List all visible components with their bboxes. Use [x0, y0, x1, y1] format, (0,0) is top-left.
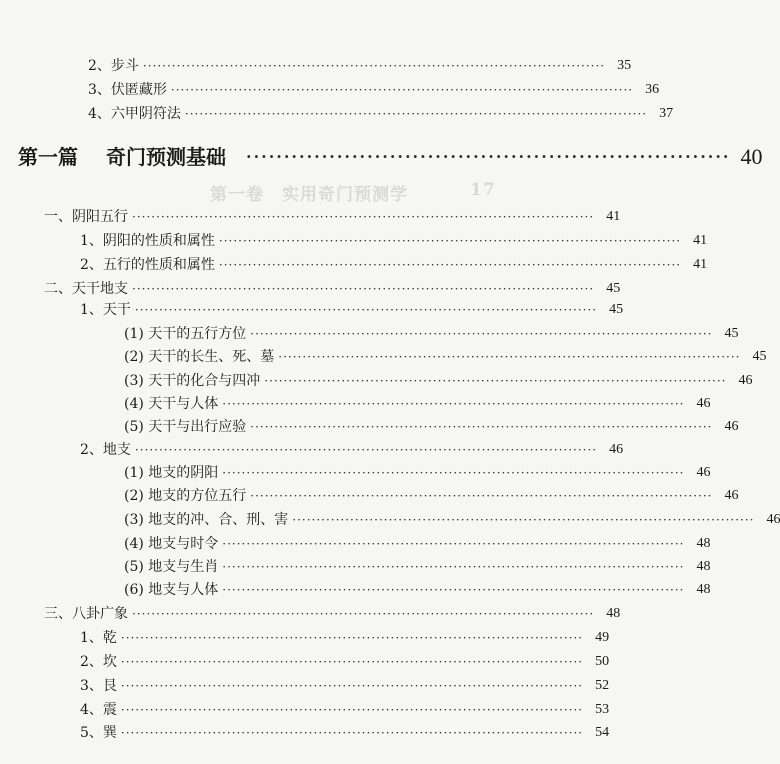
toc-entry[interactable]: [80, 439, 624, 461]
toc-entry-page: 41: [693, 233, 708, 248]
leader-dots: ································································································: [134, 303, 598, 317]
toc-entry-page: 48: [696, 582, 711, 597]
toc-entry-label: 2、地支: [80, 442, 131, 458]
toc-entry[interactable]: [44, 206, 621, 228]
part-number: 第一篇: [18, 145, 78, 169]
leader-dots: ································································································: [120, 631, 584, 645]
leader-dots: ································································································: [250, 420, 713, 434]
toc-entry-page: 46: [609, 442, 624, 457]
toc-entry-page: 41: [693, 257, 708, 272]
toc-entry[interactable]: [124, 416, 739, 438]
toc-entry-page: 37: [659, 106, 674, 121]
part-title: 奇门预测基础: [106, 145, 226, 169]
toc-entry-page: 52: [595, 678, 610, 693]
toc-entry-label: (3) 天干的化合与四冲: [124, 373, 261, 389]
leader-dots: ································································································: [222, 560, 685, 574]
toc-entry-label: (5) 天干与出行应验: [124, 419, 247, 435]
leader-dots: ································································································: [120, 679, 584, 693]
toc-entry-page: 48: [696, 559, 711, 574]
toc-entry-page: 46: [696, 465, 711, 480]
toc-entry-page: 46: [738, 373, 753, 388]
leader-dots: ································································································: [278, 350, 741, 364]
toc-entry-label: 1、阴阳的性质和属性: [80, 233, 215, 249]
leader-dots: ································································································: [222, 537, 685, 551]
toc-entry-page: 45: [752, 349, 767, 364]
leader-dots: ································································: [246, 147, 731, 166]
toc-entry[interactable]: [88, 79, 660, 101]
toc-entry-label: 2、坎: [80, 654, 117, 670]
leader-dots: ································································································: [222, 583, 685, 597]
toc-entry[interactable]: [80, 651, 610, 673]
toc-entry[interactable]: [124, 323, 739, 345]
toc-entry-page: 46: [724, 488, 739, 503]
toc-entry[interactable]: [80, 254, 708, 276]
toc-entry-label: 三、八卦广象: [44, 606, 128, 622]
leader-dots: ································································································: [250, 327, 713, 341]
toc-entry[interactable]: [44, 603, 621, 625]
toc-entry-label: 3、伏匿藏形: [88, 82, 167, 98]
bleed-through-number: 17: [470, 180, 496, 200]
leader-dots: ································································································: [120, 703, 584, 717]
toc-entry-page: 46: [724, 419, 739, 434]
toc-entry[interactable]: [80, 299, 624, 321]
toc-entry[interactable]: [124, 462, 711, 484]
toc-entry[interactable]: [124, 370, 753, 392]
leader-dots: ································································································: [132, 282, 595, 296]
toc-entry-page: 45: [724, 326, 739, 341]
toc-entry-page: 45: [609, 302, 624, 317]
leader-dots: ································································································: [120, 655, 584, 669]
bleed-through-text: 第一卷 实用奇门预测学: [210, 185, 408, 205]
leader-dots: ································································································: [120, 726, 584, 740]
toc-entry-page: 54: [595, 725, 610, 740]
toc-entry-label: (4) 天干与人体: [124, 396, 219, 412]
leader-dots: ································································································: [292, 513, 755, 527]
leader-dots: ································································································: [218, 234, 682, 248]
toc-entry-label: (6) 地支与人体: [124, 582, 219, 598]
leader-dots: ································································································: [250, 489, 713, 503]
toc-entry[interactable]: [124, 509, 780, 531]
toc-entry-page: 46: [766, 512, 780, 527]
leader-dots: ································································································: [170, 83, 634, 97]
toc-entry-label: 2、步斗: [88, 58, 139, 74]
toc-entry-page: 45: [606, 281, 621, 296]
toc-entry-page: 36: [645, 82, 660, 97]
toc-entry-label: (5) 地支与生肖: [124, 559, 219, 575]
toc-entry-page: 48: [606, 606, 621, 621]
toc-entry[interactable]: [124, 579, 711, 601]
leader-dots: ································································································: [264, 374, 727, 388]
toc-entry[interactable]: [124, 556, 711, 578]
toc-entry-page: 50: [595, 654, 610, 669]
toc-entry-page: 48: [696, 536, 711, 551]
toc-entry-label: (3) 地支的冲、合、刑、害: [124, 512, 289, 528]
part-page: 40: [740, 144, 763, 169]
toc-entry[interactable]: [124, 485, 739, 507]
toc-part-heading[interactable]: [18, 142, 763, 172]
toc-entry[interactable]: [80, 722, 610, 744]
toc-entry-label: (1) 天干的五行方位: [124, 326, 247, 342]
toc-entry-label: (1) 地支的阴阳: [124, 465, 219, 481]
toc-entry-label: 5、巽: [80, 725, 117, 741]
toc-entry[interactable]: [80, 230, 708, 252]
toc-entry[interactable]: [88, 103, 674, 125]
toc-entry-page: 49: [595, 630, 610, 645]
leader-dots: ································································································: [142, 59, 606, 73]
toc-entry[interactable]: [44, 278, 621, 300]
leader-dots: ································································································: [218, 258, 682, 272]
toc-entry-label: 3、艮: [80, 678, 117, 694]
toc-entry[interactable]: [124, 393, 711, 415]
leader-dots: ································································································: [222, 466, 685, 480]
toc-entry-label: 1、天干: [80, 302, 131, 318]
leader-dots: ································································································: [134, 443, 598, 457]
toc-entry[interactable]: [80, 627, 610, 649]
toc-entry-label: 4、六甲阴符法: [88, 106, 181, 122]
leader-dots: ································································································: [132, 607, 595, 621]
toc-entry-label: 一、阴阳五行: [44, 209, 128, 225]
toc-entry-label: 4、震: [80, 702, 117, 718]
toc-entry-label: (4) 地支与时令: [124, 536, 219, 552]
toc-entry-label: (2) 天干的长生、死、墓: [124, 349, 275, 365]
toc-entry[interactable]: [88, 55, 632, 77]
leader-dots: ································································································: [132, 210, 595, 224]
toc-entry-page: 35: [617, 58, 632, 73]
toc-entry-label: 2、五行的性质和属性: [80, 257, 215, 273]
toc-entry-page: 41: [606, 209, 621, 224]
toc-entry[interactable]: [124, 346, 767, 368]
toc-entry[interactable]: [80, 675, 610, 697]
leader-dots: ································································································: [184, 107, 648, 121]
toc-entry-page: 46: [696, 396, 711, 411]
toc-entry-page: 53: [595, 702, 610, 717]
toc-entry-label: 1、乾: [80, 630, 117, 646]
toc-entry[interactable]: [124, 533, 711, 555]
toc-entry-label: 二、天干地支: [44, 281, 128, 297]
toc-entry[interactable]: [80, 699, 610, 721]
leader-dots: ································································································: [222, 397, 685, 411]
toc-entry-label: (2) 地支的方位五行: [124, 488, 247, 504]
